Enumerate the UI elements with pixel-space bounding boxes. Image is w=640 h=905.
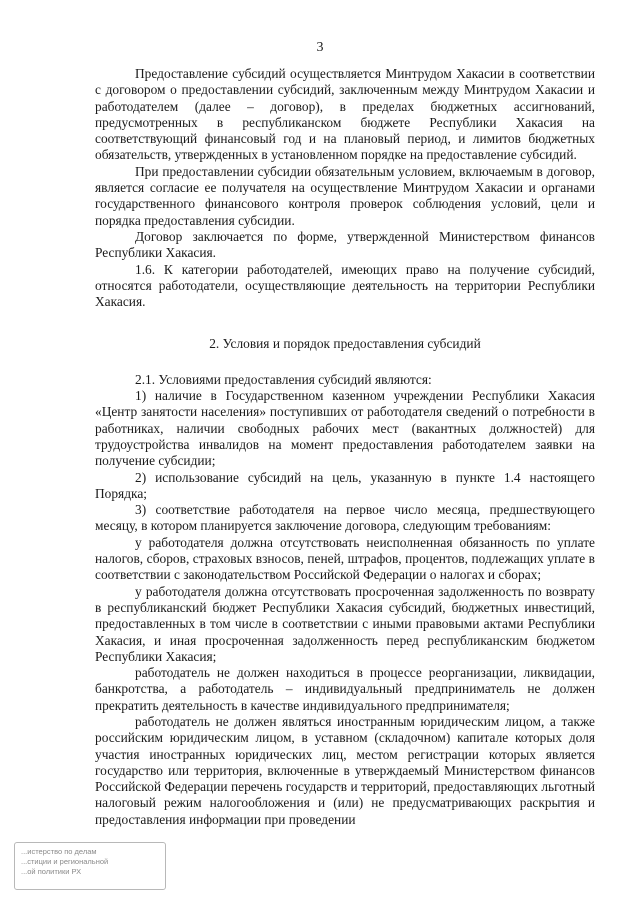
paragraph: 1) наличие в Государственном казенном учреждении Республики Хакасия «Центр занятости населения» поступивших от работодателя сведений о потребности в работниках, наличии свободных рабочих мест (вакантных должностей) для трудоустройства инвалидов на момент предоставления работодателем заявки на получение субсидии; xyxy=(95,388,595,469)
stamp-line: ...истерство по делам xyxy=(21,847,97,856)
paragraph: При предоставлении субсидии обязательным условием, включаемым в договор, является согласие ее получателя на осуществление Минтрудом Хакасии и органами государственного финансового контроля проверок соблюдения условий, цели и порядка предоставления субсидии. xyxy=(95,163,595,228)
stamp-line: ...ой политики РХ xyxy=(21,867,82,876)
page-number: 3 xyxy=(316,40,324,55)
paragraph: работодатель не должен находиться в процессе реорганизации, ликвидации, банкротства, а работодатель – индивидуальный предприниматель не должен прекратить деятельность в качестве индивидуального предпринимателя; xyxy=(95,665,595,713)
registration-stamp xyxy=(14,842,166,890)
stamp-line: ...стиции и региональной xyxy=(21,857,109,866)
document-body xyxy=(95,66,595,828)
paragraph: 2) использование субсидий на цель, указанную в пункте 1.4 настоящего Порядка; xyxy=(95,469,595,501)
paragraph: у работодателя должна отсутствовать просроченная задолженность по возврату в республиканский бюджет Республики Хакасия субсидий, бюджетных инвестиций, предоставленных в том числе в соответствии с иными правовыми актами Республики Хакасия, и иная просроченная задолженность перед республиканским бюджетом Республики Хакасия; xyxy=(95,583,595,664)
paragraph: 1.6. К категории работодателей, имеющих право на получение субсидий, относятся работодатели, осуществляющие деятельность на территории Республики Хакасия. xyxy=(95,261,595,310)
paragraph: Договор заключается по форме, утвержденной Министерством финансов Республики Хакасия. xyxy=(95,228,595,261)
paragraph: Предоставление субсидий осуществляется Минтрудом Хакасии в соответствии с договором о предоставлении субсидий, заключенным между Минтрудом Хакасии и работодателем (далее – договор), в пределах бюджетных ассигнований, предусмотренных в республиканском бюджете Республики Хакасия на соответствующий финансовый год и на плановый период, и лимитов бюджетных обязательств, утвержденных в установленном порядке на предоставление субсидий. xyxy=(95,66,595,163)
paragraph: 2.1. Условиями предоставления субсидий являются: xyxy=(135,371,432,387)
paragraph: работодатель не должен являться иностранным юридическим лицом, а также российским юридическим лицом, в уставном (складочном) капитале которых доля участия иностранных юридических лиц, местом регистрации которых является государство или территория, включенные в утверждаемый Министерством финансов Российской Федерации перечень государств и территорий, предоставляющих льготный налоговый режим налогообложения и (или) не предусматривающих раскрытия и предоставления информации при проведении xyxy=(95,713,595,827)
paragraph: 3) соответствие работодателя на первое число месяца, предшествующего месяцу, в котором планируется заключение договора, следующим требованиям: xyxy=(95,502,595,534)
section-heading: 2. Условия и порядок предоставления субсидий xyxy=(209,336,481,352)
paragraph: у работодателя должна отсутствовать неисполненная обязанность по уплате налогов, сборов, страховых взносов, пеней, штрафов, процентов, подлежащих уплате в соответствии с законодательством Российской Федерации о налогах и сборах; xyxy=(95,534,595,583)
